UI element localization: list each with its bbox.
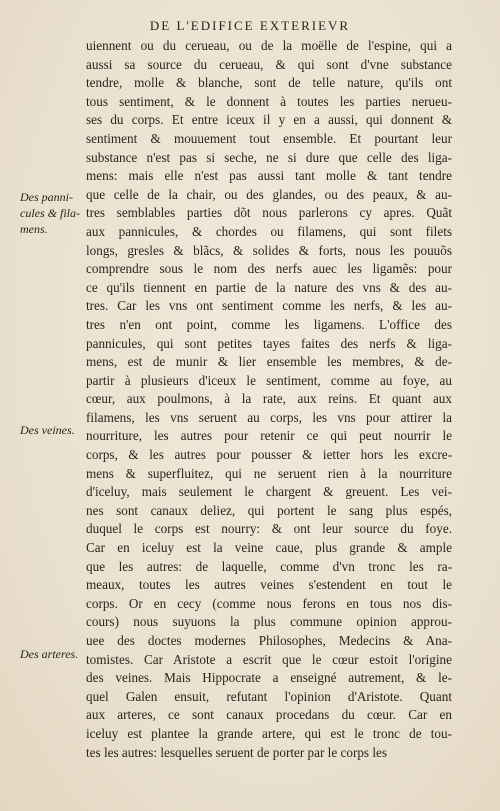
body-text: [86, 37, 452, 762]
text-line: ses du corps. Et entre iceux il y en a aussi, qui donnent &: [86, 112, 452, 128]
margin-note-arteres: [20, 646, 86, 662]
text-line: que celle de la chair, ou des glandes, ou des peaux, & au-: [86, 186, 452, 202]
text-line: tendre, molle & blanche, sont de telle nature, qu'ils ont: [86, 75, 452, 91]
text-line: tres semblables parties dõt nous parlerons cy apres. Quãt: [86, 205, 452, 221]
text-line: uiennent ou du cerueau, ou de la moëlle de l'espine, qui a: [86, 38, 452, 53]
margin-note-line: Des panni-: [20, 190, 73, 204]
text-line: nourriture, les autres pour retenir ce qui peut nourrir le: [86, 428, 452, 444]
text-line: aussi sa source du cerueau, & qui sont d'vne substance: [86, 56, 452, 72]
text-line: cœur, aux poulmons, à la rate, aux reins. Et quant aux: [86, 391, 452, 407]
text-line: tomistes. Car Aristote a escrit que le cœur estoit l'origine: [86, 651, 452, 667]
text-line: mens, est de munir & lier ensemble les membres, & de-: [86, 354, 452, 370]
text-line: tres. Car les vns ont sentiment comme les nerfs, & les au-: [86, 298, 452, 314]
margin-note-veines: [20, 422, 86, 438]
text-line: partir à plusieurs d'iceux le sentiment, comme au foye, au: [86, 372, 452, 388]
text-line: d'iceluy, mais seulement le chargent & greuent. Les vei-: [86, 484, 452, 500]
text-line: filamens, les vns seruent au corps, les vns pour attirer la: [86, 409, 452, 425]
text-line: pannicules, qui sont petites tayes faites des nerfs & liga-: [86, 335, 452, 351]
text-line: comprendre sous le nom des nerfs auec les ligamẽs: pour: [86, 261, 452, 277]
margin-note-line: Des arteres.: [20, 647, 79, 661]
text-line: nes sont canaux deliez, qui portent le sang plus espés,: [86, 502, 452, 518]
text-line: cours) nous suyuons la plus commune opinion approu-: [86, 614, 452, 630]
margin-note-line: cules & fila-: [20, 206, 80, 220]
text-line: mens: mais elle n'est pas aussi tant molle & tant tendre: [86, 168, 452, 184]
margin-note-line: Des veines.: [20, 423, 75, 437]
text-line: aux arteres, ce sont canaux procedans du cœur. Car en: [86, 707, 452, 723]
text-line: iceluy est plantee la grande artere, qui est le tronc de tou-: [86, 725, 452, 741]
text-line: quel Galen ensuit, refutant l'opinion d'Aristote. Quant: [86, 688, 452, 704]
text-line: corps. Or en cecy (comme nous ferons en tous nos dis-: [86, 595, 452, 611]
text-line: Car en iceluy est la veine caue, plus grande & ample: [86, 540, 452, 556]
margin-note-pannicules: [20, 189, 86, 237]
text-line: meaux, toutes les autres veines s'estendent en tout le: [86, 577, 452, 593]
text-line: tes les autres: lesquelles seruent de porter par le corps les: [86, 744, 388, 760]
text-line: aux pannicules, & chordes ou filamens, qui sont filets: [86, 223, 452, 239]
margin-note-line: mens.: [20, 222, 48, 236]
text-line: tous sentiment, & le donnent à toutes les parties nerueu-: [86, 93, 452, 109]
text-line: mens & superfluitez, qui ne seruent rien à la nourriture: [86, 465, 452, 481]
text-line: des veines. Mais Hippocrate a enseigné autrement, & le-: [86, 670, 452, 686]
text-line: substance n'est pas si seche, ne si dure que celle des liga-: [86, 149, 452, 165]
text-line: tres n'en ont point, comme les ligamens. L'office des: [86, 316, 452, 332]
text-line: uee des doctes modernes Philosophes, Medecins & Ana-: [86, 633, 452, 648]
text-line: longs, gresles & blãcs, & solides & forts, nous les pouuõs: [86, 242, 452, 258]
text-line: que les autres: de laquelle, comme d'vn tronc les ra-: [86, 558, 452, 574]
running-head: DE L'EDIFICE EXTERIEVR: [149, 18, 351, 33]
text-line: sentiment & mouuement tout ensemble. Et pourtant leur: [86, 130, 452, 146]
text-line: corps, & les autres pour pousser & ietter hors les excre-: [86, 447, 452, 463]
text-line: ce qu'ils tiennent en partie de la nature des vns & des au-: [86, 279, 452, 295]
text-line: duquel le corps est nourry: & ont leur source du foye.: [86, 521, 452, 537]
